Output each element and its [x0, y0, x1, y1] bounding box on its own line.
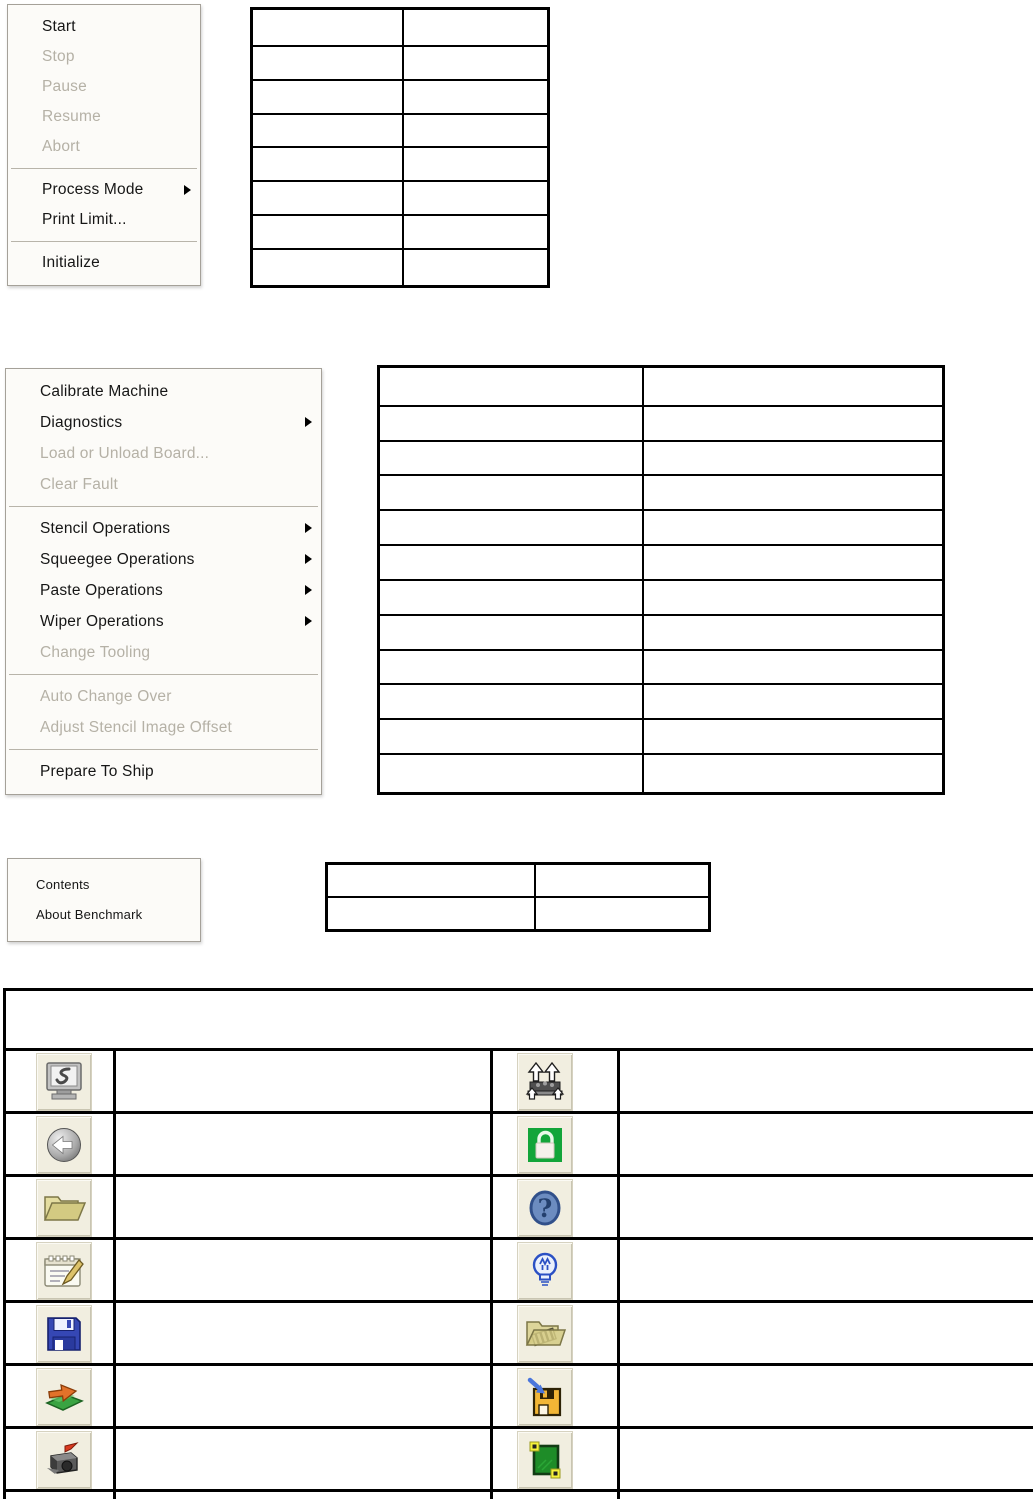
worksheet-cell [379, 367, 644, 406]
green-padlock-icon [517, 1116, 573, 1174]
worksheet-row [379, 367, 944, 406]
worksheet-cell [379, 650, 644, 685]
toolbar-reference-table [3, 988, 1033, 1499]
worksheet-cell [252, 9, 404, 47]
menu-item-label: Paste Operations [40, 582, 163, 599]
worksheet-row [379, 684, 944, 719]
toolbar-icon-cell [493, 1303, 620, 1363]
toolbar-description-cell [116, 1240, 493, 1300]
menu-item-calibrate-machine[interactable] [6, 376, 321, 407]
toolbar-description-cell [620, 1429, 1033, 1489]
menu-item-resume [8, 102, 200, 132]
toolbar-description-cell [116, 1429, 493, 1489]
worksheet-cell [643, 650, 944, 685]
process-menu-worksheet-table [250, 7, 550, 288]
worksheet-row [252, 114, 549, 148]
worksheet-row [379, 406, 944, 441]
menu-item-stencil-operations[interactable] [6, 513, 321, 544]
toolbar-icon-cell [6, 1177, 116, 1237]
worksheet-cell [403, 181, 549, 215]
worksheet-cell [643, 615, 944, 650]
worksheet-cell [535, 897, 710, 931]
menu-item-label: Squeegee Operations [40, 551, 195, 568]
worksheet-cell [403, 46, 549, 80]
toolbar-cell-partial [493, 1492, 620, 1499]
menu-item-start[interactable] [8, 12, 200, 42]
worksheet-cell [379, 719, 644, 754]
load-board-arrow-icon [36, 1368, 92, 1426]
worksheet-cell [643, 580, 944, 615]
worksheet-row [379, 650, 944, 685]
worksheet-cell [403, 147, 549, 181]
menu-item-squeegee-operations[interactable] [6, 544, 321, 575]
menu-item-label: Auto Change Over [40, 688, 172, 705]
menu-item-label: Adjust Stencil Image Offset [40, 719, 233, 736]
submenu-arrow-icon [305, 585, 312, 595]
help-question-ball-icon [517, 1179, 573, 1237]
toolbar-cell-partial [116, 1492, 493, 1499]
menu-item-label: Resume [42, 108, 101, 125]
menu-separator [11, 168, 197, 169]
worksheet-row [379, 475, 944, 510]
back-arrow-ball-icon [36, 1116, 92, 1174]
menu-item-label: Process Mode [42, 181, 144, 198]
toolbar-description-cell [620, 1051, 1033, 1111]
worksheet-cell [327, 897, 536, 931]
submenu-arrow-icon [305, 523, 312, 533]
menu-item-paste-operations[interactable] [6, 575, 321, 606]
menu-item-change-tooling [6, 637, 321, 668]
worksheet-cell [379, 684, 644, 719]
menu-item-label: Stop [42, 48, 75, 65]
menu-item-label: Pause [42, 78, 87, 95]
worksheet-row [327, 897, 710, 931]
toolbar-cell-partial [620, 1492, 1033, 1499]
toolbar-icon-cell [6, 1366, 116, 1426]
toolbar-cell-partial [6, 1492, 116, 1499]
menu-separator [9, 749, 318, 750]
worksheet-cell [252, 114, 404, 148]
menu-item-abort [8, 132, 200, 162]
toolbar-description-cell [620, 1114, 1033, 1174]
toolbar-table-row [6, 1366, 1033, 1429]
toolbar-icon-cell [6, 1429, 116, 1489]
submenu-arrow-icon [305, 417, 312, 427]
menu-separator [9, 674, 318, 675]
worksheet-cell [379, 441, 644, 476]
wiper-roll-folder-icon [517, 1305, 573, 1363]
edit-notepad-pencil-icon [36, 1242, 92, 1300]
worksheet-row [379, 545, 944, 580]
save-floppy-icon [36, 1305, 92, 1363]
menu-item-about-benchmark[interactable] [8, 900, 200, 930]
worksheet-row [252, 80, 549, 114]
menu-separator [9, 506, 318, 507]
toolbar-icon-cell [493, 1429, 620, 1489]
worksheet-cell [643, 367, 944, 406]
menu-item-process-mode[interactable] [8, 175, 200, 205]
worksheet-cell [643, 545, 944, 580]
menu-item-adjust-stencil-image-offset [6, 712, 321, 743]
vision-camera-flag-icon [36, 1431, 92, 1489]
worksheet-row [252, 215, 549, 249]
menu-item-label: Clear Fault [40, 476, 119, 493]
worksheet-row [252, 249, 549, 287]
menu-item-label: Start [42, 18, 76, 35]
toolbar-table-header [6, 991, 1033, 1051]
worksheet-cell [252, 147, 404, 181]
worksheet-cell [403, 215, 549, 249]
worksheet-cell [252, 80, 404, 114]
worksheet-row [327, 864, 710, 898]
menu-item-pause [8, 72, 200, 102]
menu-item-label: Prepare To Ship [40, 763, 154, 780]
lightbulb-icon [517, 1242, 573, 1300]
toolbar-description-cell [620, 1240, 1033, 1300]
machine-menu-worksheet-table [377, 365, 945, 795]
menu-item-diagnostics[interactable] [6, 407, 321, 438]
board-corner-markers-icon [517, 1431, 573, 1489]
menu-item-label: Load or Unload Board... [40, 445, 210, 462]
open-folder-icon [36, 1179, 92, 1237]
worksheet-cell [252, 249, 404, 287]
menu-item-label: Stencil Operations [40, 520, 171, 537]
menu-item-print-limit[interactable] [8, 205, 200, 235]
menu-item-label: Calibrate Machine [40, 383, 169, 400]
menu-item-auto-change-over [6, 681, 321, 712]
worksheet-row [379, 719, 944, 754]
toolbar-description-cell [620, 1177, 1033, 1237]
worksheet-cell [379, 545, 644, 580]
raise-tooling-arrows-icon [517, 1053, 573, 1111]
menu-item-label: Wiper Operations [40, 613, 164, 630]
worksheet-cell [643, 441, 944, 476]
toolbar-description-cell [116, 1177, 493, 1237]
toolbar-icon-cell [493, 1177, 620, 1237]
worksheet-row [252, 181, 549, 215]
worksheet-cell [643, 510, 944, 545]
toolbar-table-row [6, 1303, 1033, 1366]
menu-item-label: Abort [42, 138, 81, 155]
toolbar-icon-cell [6, 1114, 116, 1174]
machine-menu [5, 368, 322, 795]
menu-item-load-or-unload-board [6, 438, 321, 469]
worksheet-cell [643, 475, 944, 510]
toolbar-icon-cell [493, 1114, 620, 1174]
toolbar-icon-cell [493, 1366, 620, 1426]
toolbar-icon-cell [493, 1051, 620, 1111]
help-menu [7, 858, 201, 942]
worksheet-cell [403, 80, 549, 114]
toolbar-description-cell [116, 1051, 493, 1111]
svg-text:?: ? [537, 1194, 553, 1223]
toolbar-icon-cell [6, 1051, 116, 1111]
worksheet-cell [252, 181, 404, 215]
toolbar-icon-cell [6, 1240, 116, 1300]
menu-item-label: Initialize [42, 254, 100, 271]
toolbar-table-row [6, 1240, 1033, 1303]
worksheet-row [252, 46, 549, 80]
toolbar-icon-cell [6, 1303, 116, 1363]
worksheet-row [379, 580, 944, 615]
worksheet-row [379, 615, 944, 650]
screensaver-monitor-icon [36, 1053, 92, 1111]
menu-item-label: Contents [36, 877, 90, 892]
worksheet-row [252, 9, 549, 47]
worksheet-cell [643, 684, 944, 719]
worksheet-cell [403, 114, 549, 148]
worksheet-cell [403, 249, 549, 287]
worksheet-cell [403, 9, 549, 47]
menu-item-wiper-operations[interactable] [6, 606, 321, 637]
worksheet-cell [643, 719, 944, 754]
submenu-arrow-icon [305, 554, 312, 564]
worksheet-cell [379, 615, 644, 650]
worksheet-cell [327, 864, 536, 898]
toolbar-description-cell [116, 1366, 493, 1426]
worksheet-cell [379, 754, 644, 793]
worksheet-cell [379, 406, 644, 441]
worksheet-cell [379, 510, 644, 545]
help-menu-worksheet-table [325, 862, 711, 932]
worksheet-row [379, 510, 944, 545]
process-menu [7, 4, 201, 286]
menu-item-stop [8, 42, 200, 72]
menu-item-label: Diagnostics [40, 414, 123, 431]
worksheet-cell [643, 754, 944, 793]
worksheet-row [379, 754, 944, 793]
save-floppy-gold-arrow-icon [517, 1368, 573, 1426]
submenu-arrow-icon [305, 616, 312, 626]
worksheet-cell [535, 864, 710, 898]
worksheet-cell [379, 475, 644, 510]
submenu-arrow-icon [184, 185, 191, 195]
toolbar-table-row [6, 1114, 1033, 1177]
toolbar-description-cell [116, 1114, 493, 1174]
menu-item-label: Change Tooling [40, 644, 151, 661]
worksheet-cell [643, 406, 944, 441]
toolbar-icon-cell [493, 1240, 620, 1300]
worksheet-row [252, 147, 549, 181]
worksheet-row [379, 441, 944, 476]
worksheet-cell [379, 580, 644, 615]
menu-separator [11, 241, 197, 242]
menu-item-label: About Benchmark [36, 907, 143, 922]
toolbar-table-row-partial [6, 1492, 1033, 1499]
toolbar-table-row [6, 1177, 1033, 1240]
menu-item-initialize[interactable] [8, 248, 200, 278]
toolbar-description-cell [620, 1303, 1033, 1363]
menu-item-prepare-to-ship[interactable] [6, 756, 321, 787]
menu-item-label: Print Limit... [42, 211, 127, 228]
worksheet-cell [252, 215, 404, 249]
worksheet-cell [252, 46, 404, 80]
toolbar-description-cell [620, 1366, 1033, 1426]
toolbar-table-row [6, 1429, 1033, 1492]
menu-item-clear-fault [6, 469, 321, 500]
toolbar-table-row [6, 1051, 1033, 1114]
menu-item-contents[interactable] [8, 870, 200, 900]
toolbar-description-cell [116, 1303, 493, 1363]
